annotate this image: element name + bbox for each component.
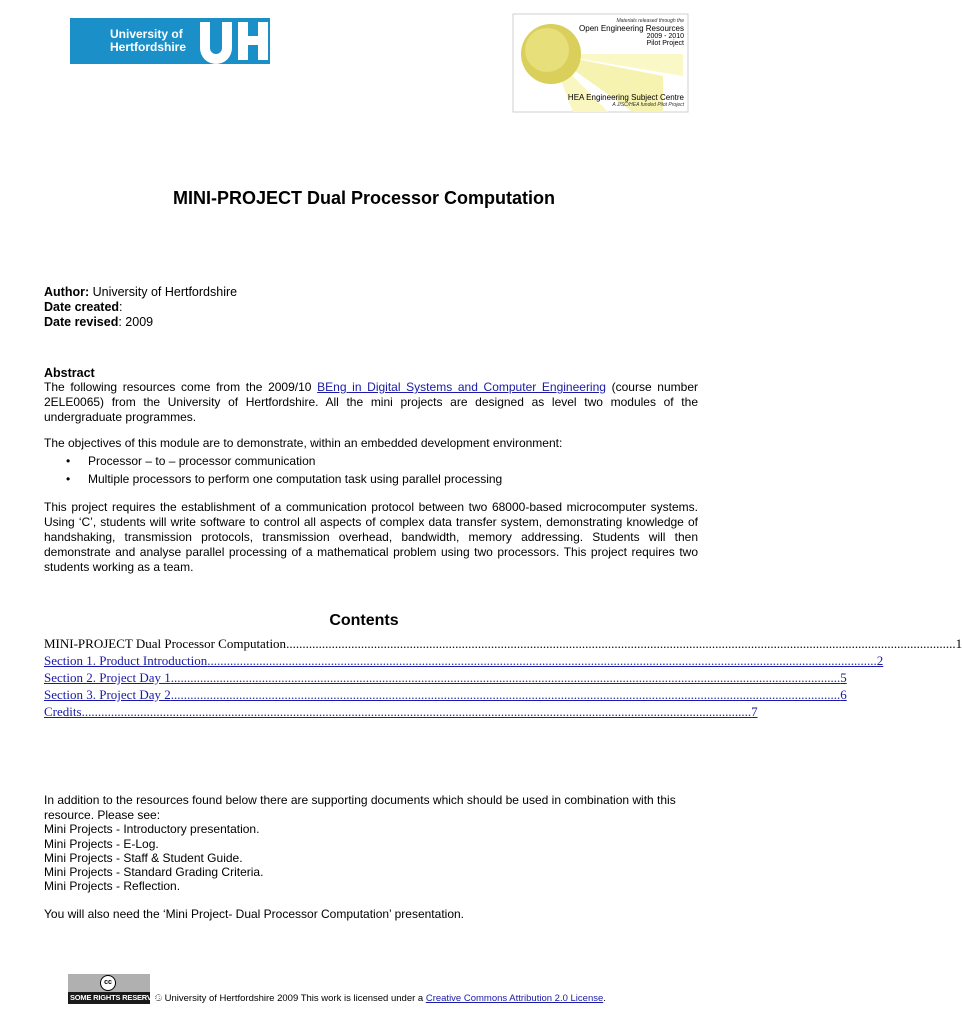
- document-title: MINI-PROJECT Dual Processor Computation: [172, 188, 556, 208]
- abstract-p1-text-after: (course number 2ELE0065) from the University of Hertfordshire. All the mini projects are designed as level two modules of the undergraduate programmes.: [44, 380, 698, 424]
- toc-entry[interactable]: [44, 686, 847, 703]
- author-label: Author:: [44, 285, 90, 299]
- abstract-paragraph-1: [44, 380, 698, 425]
- abstract-paragraph-3: This project requires the establishment of a communication protocol between two 68000-based microcomputer systems. Using ‘C’, students will write software to control all aspects of complex data transfer system, demonstrating knowledge of handshaking, transmission protocols, transmission overhead, bandwidth, memory addressing. Students will then demonstrate and analyse parallel processing of a mathematical problem using two processors. This project requires two students working as a team.: [44, 500, 698, 574]
- oer-pilot: Pilot Project: [646, 40, 684, 47]
- university-logo: [70, 18, 270, 64]
- resource-item: Mini Projects - E-Log.: [44, 837, 159, 851]
- toc-entry-title: Section 1. Product Introduction: [44, 653, 208, 668]
- objective-bullet-1: [66, 454, 315, 469]
- toc-entry-title: Section 2. Project Day 1: [44, 670, 171, 685]
- toc-entry-page: 5: [840, 670, 847, 685]
- toc-leader: ..............................................................................................................................................................................................................: [81, 704, 752, 719]
- license-text: [155, 993, 606, 1004]
- oer-years: 2009 - 2010: [646, 33, 684, 40]
- toc-entry-title: Credits: [44, 704, 82, 719]
- license-text-before: © University of Hertfordshire 2009 This work is licensed under a: [155, 993, 426, 1004]
- resource-item: Mini Projects - Standard Grading Criteria.: [44, 865, 264, 879]
- toc-leader: ..............................................................................................................................................................................................................: [286, 636, 956, 651]
- toc-entry[interactable]: [44, 669, 847, 686]
- university-logo-text: [110, 28, 186, 54]
- oer-title: Open Engineering Resources: [579, 24, 684, 33]
- uh-monogram-icon: [190, 18, 270, 64]
- resources-intro: In addition to the resources found below there are supporting documents which should be used in combination with this resource. Please see:: [44, 793, 676, 822]
- oer-logo: [513, 14, 688, 112]
- date-created-line: [44, 300, 123, 315]
- abstract-paragraph-2: The objectives of this module are to demonstrate, within an embedded development environment:: [44, 436, 563, 450]
- toc-entry[interactable]: [44, 635, 962, 652]
- toc-entry[interactable]: [44, 652, 884, 669]
- hea-subtitle: A JISC/HEA funded Pilot Project: [612, 102, 684, 108]
- date-created-value: :: [119, 300, 123, 314]
- toc-entry-page: 7: [751, 704, 758, 719]
- logo-line1: University of: [110, 27, 183, 41]
- license-link[interactable]: Creative Commons Attribution 2.0 License: [425, 993, 604, 1004]
- toc-leader: ..............................................................................................................................................................................................................: [207, 653, 877, 668]
- hea-title: HEA Engineering Subject Centre: [567, 93, 684, 102]
- toc-leader: ..............................................................................................................................................................................................................: [170, 687, 841, 702]
- course-link[interactable]: BEng in Digital Systems and Computer Engineering: [317, 380, 606, 394]
- cc-badge-text: SOME RIGHTS RESERVED: [70, 993, 162, 1002]
- toc-entry-page: 2: [876, 653, 884, 668]
- bullet-icon: •: [66, 454, 71, 468]
- date-revised-line: [44, 315, 153, 330]
- date-created-label: Date created: [44, 300, 120, 314]
- date-revised-value: : 2009: [118, 315, 154, 329]
- toc-entry-title: Section 3. Project Day 2: [44, 687, 171, 702]
- objective-bullet-2: [66, 472, 502, 487]
- resource-item: Mini Projects - Reflection.: [44, 879, 181, 893]
- creative-commons-badge-icon[interactable]: [68, 974, 162, 1004]
- author-value: University of Hertfordshire: [89, 285, 238, 299]
- toc-entry-title: MINI-PROJECT Dual Processor Computation: [44, 636, 287, 651]
- date-revised-label: Date revised: [44, 315, 119, 329]
- author-line: [44, 285, 237, 300]
- license-text-after: .: [603, 993, 606, 1004]
- oer-materials-text: Materials released through the: [616, 18, 684, 24]
- toc-entry-page: 1: [955, 636, 962, 651]
- contents-heading: Contents: [329, 612, 399, 629]
- toc-leader: ..............................................................................................................................................................................................................: [170, 670, 841, 685]
- objective-text-2: Multiple processors to perform one computation task using parallel processing: [88, 472, 503, 486]
- license-footer: [68, 974, 606, 1004]
- resource-item: Mini Projects - Introductory presentation.: [44, 822, 260, 836]
- bullet-icon: •: [66, 472, 71, 486]
- toc-entry-page: 6: [840, 687, 847, 702]
- logo-line2: Hertfordshire: [110, 40, 187, 54]
- abstract-heading: Abstract: [44, 366, 95, 380]
- abstract-p1-text: The following resources come from the 2009/10: [44, 380, 318, 394]
- cc-mark: cc: [100, 975, 116, 991]
- objective-text-1: Processor – to – processor communication: [88, 454, 316, 468]
- presentation-note: You will also need the ‘Mini Project- Dual Processor Computation’ presentation.: [44, 907, 464, 921]
- toc-entry[interactable]: [44, 703, 758, 720]
- resource-item: Mini Projects - Staff & Student Guide.: [44, 851, 243, 865]
